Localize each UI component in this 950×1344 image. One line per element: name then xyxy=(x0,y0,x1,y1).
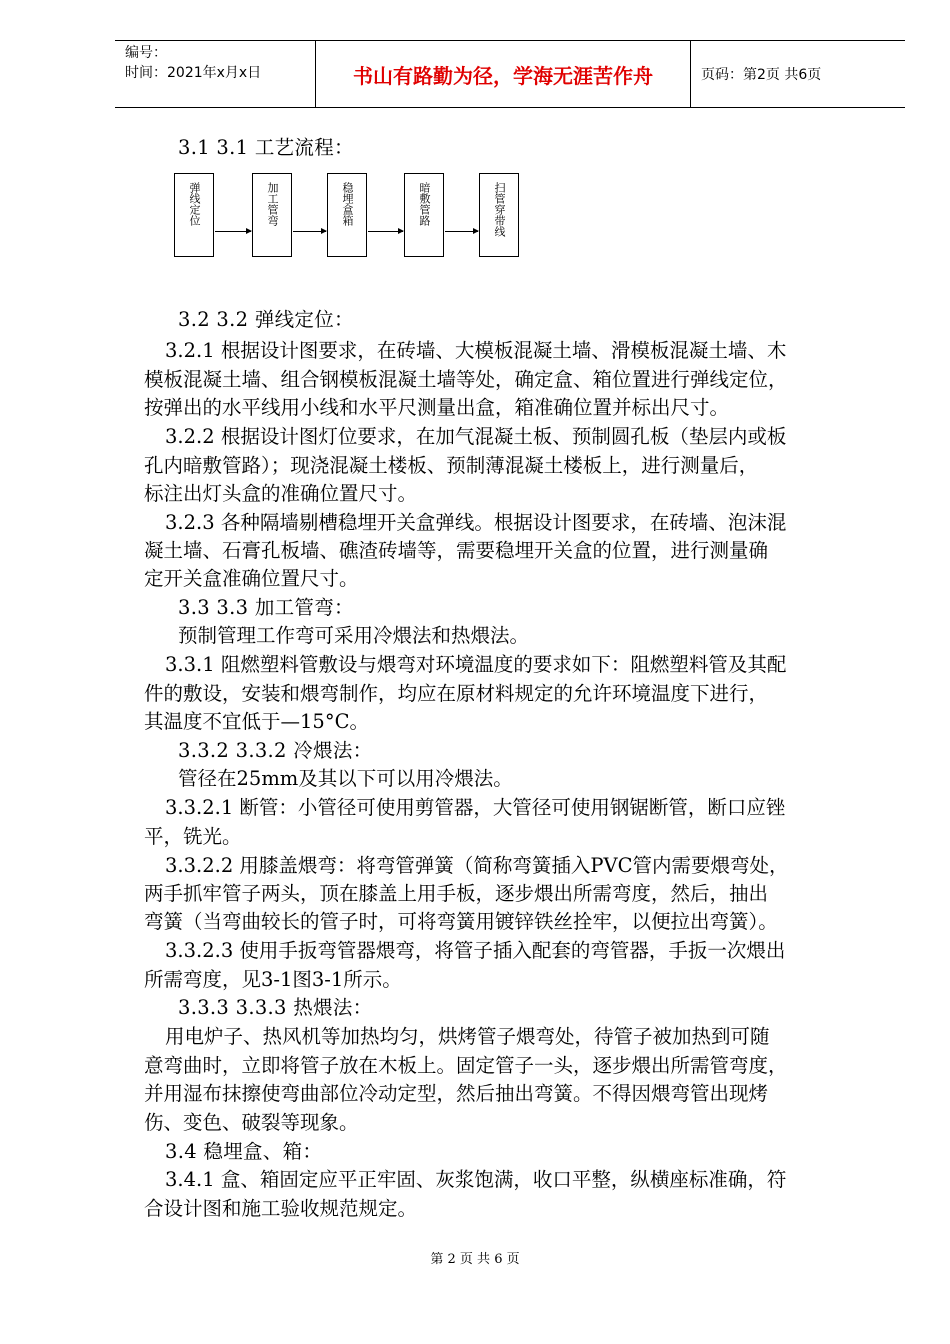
paragraph-line: 标注出灯头盒的准确位置尺寸。 xyxy=(144,482,418,505)
flow-step-label: 弹线定位 xyxy=(188,182,201,226)
paragraph-line: 3.2.2 根据设计图灯位要求，在加气混凝土板、预制圆孔板（垫层内或板 xyxy=(165,425,787,448)
paragraph-line: 平，铣光。 xyxy=(144,825,242,848)
flow-step-label: 暗敷管路 xyxy=(418,182,431,226)
flow-arrow xyxy=(368,231,403,232)
header-motto: 书山有路勤为径，学海无涯苦作舟 xyxy=(353,64,653,88)
flow-step-label: 扫管穿带线 xyxy=(493,182,506,237)
page-footer: 第 2 页 共 6 页 xyxy=(430,1252,520,1267)
paragraph-line: 伤、变色、破裂等现象。 xyxy=(144,1111,359,1134)
paragraph-line: 凝土墙、石膏孔板墙、礁渣砖墙等，需要稳埋开关盒的位置，进行测量确 xyxy=(144,539,769,562)
paragraph-line: 所需弯度，见3-1图3-1所示。 xyxy=(144,968,402,991)
flow-step-5 xyxy=(479,173,519,257)
header-motto-cell xyxy=(316,41,691,107)
section-heading-3-3-3: 3.3.3 3.3.3 热煨法： xyxy=(178,996,373,1019)
paragraph-line: 管径在25mm及其以下可以用冷煨法。 xyxy=(178,767,513,790)
process-flowchart xyxy=(172,173,522,261)
flow-step-2 xyxy=(252,173,292,257)
paragraph-line: 合设计图和施工验收规范规定。 xyxy=(144,1197,418,1220)
paragraph-line: 3.3.2.1 断管：小管径可使用剪管器，大管径可使用钢锯断管，断口应锉 xyxy=(165,796,786,819)
flow-arrow xyxy=(215,231,251,232)
paragraph-line: 用电炉子、热风机等加热均匀，烘烤管子煨弯处，待管子被加热到可随 xyxy=(165,1025,770,1048)
header-page-cell xyxy=(691,41,905,107)
paragraph-line: 两手抓牢管子两头，顶在膝盖上用手板，逐步煨出所需弯度，然后，抽出 xyxy=(144,882,769,905)
paragraph-line: 意弯曲时，立即将管子放在木板上。固定管子一头，逐步煨出所需管弯度， xyxy=(144,1054,788,1077)
paragraph-line: 3.2.3 各种隔墙剔槽稳埋开关盒弹线。根据设计图要求，在砖墙、泡沫混 xyxy=(165,511,787,534)
paragraph-line: 预制管理工作弯可采用冷煨法和热煨法。 xyxy=(178,624,530,647)
flow-step-3 xyxy=(327,173,367,257)
paragraph-line: 3.3.2.3 使用手扳弯管器煨弯，将管子插入配套的弯管器，手扳一次煨出 xyxy=(165,939,786,962)
paragraph-line: 其温度不宜低于—15°C。 xyxy=(144,710,369,733)
page-info: 页码：第2页 共6页 xyxy=(701,67,822,83)
paragraph-line: 3.2.1 根据设计图要求，在砖墙、大模板混凝土墙、滑模板混凝土墙、木 xyxy=(165,339,787,362)
paragraph-line: 3.3.1 阻燃塑料管敷设与煨弯对环境温度的要求如下：阻燃塑料管及其配 xyxy=(165,653,787,676)
paragraph-line: 定开关盒准确位置尺寸。 xyxy=(144,567,359,590)
section-heading-3-1: 3.1 3.1 工艺流程： xyxy=(178,136,354,159)
number-label: 编号： xyxy=(125,45,167,61)
paragraph-line: 孔内暗敷管路）；现浇混凝土楼板、预制薄混凝土楼板上，进行测量后， xyxy=(144,454,759,477)
paragraph-line: 3.4.1 盒、箱固定应平正牢固、灰浆饱满，收口平整，纵横座标准确，符 xyxy=(165,1168,787,1191)
section-heading-3-3-2: 3.3.2 3.3.2 冷煨法： xyxy=(178,739,373,762)
flow-arrow xyxy=(293,231,326,232)
flow-step-1 xyxy=(174,173,214,257)
flow-arrow xyxy=(445,231,478,232)
page-header xyxy=(115,40,905,108)
section-heading-3-2: 3.2 3.2 弹线定位： xyxy=(178,308,354,331)
header-meta-cell xyxy=(115,41,316,107)
flow-step-4 xyxy=(404,173,444,257)
flow-step-label: 加工管弯 xyxy=(266,182,279,226)
section-heading-3-4: 3.4 稳埋盒、箱： xyxy=(165,1140,323,1163)
paragraph-line: 并用湿布抹擦使弯曲部位冷动定型，然后抽出弯簧。不得因煨弯管出现烤 xyxy=(144,1082,769,1105)
section-heading-3-3: 3.3 3.3 加工管弯： xyxy=(178,596,354,619)
flow-step-label: 稳埋盒箱 xyxy=(341,182,354,226)
paragraph-line: 模板混凝土墙、组合钢模板混凝土墙等处，确定盒、箱位置进行弹线定位， xyxy=(144,368,788,391)
paragraph-line: 3.3.2.2 用膝盖煨弯：将弯管弹簧（简称弯簧插入PVC管内需要煨弯处， xyxy=(165,854,789,877)
paragraph-line: 弯簧（当弯曲较长的管子时，可将弯簧用镀锌铁丝拴牢，以便拉出弯簧）。 xyxy=(144,910,778,933)
time-label: 时间：2021年x月x日 xyxy=(125,65,262,81)
paragraph-line: 按弹出的水平线用小线和水平尺测量出盒，箱准确位置并标出尺寸。 xyxy=(144,396,730,419)
paragraph-line: 件的敷设，安装和煨弯制作，均应在原材料规定的允许环境温度下进行， xyxy=(144,682,769,705)
